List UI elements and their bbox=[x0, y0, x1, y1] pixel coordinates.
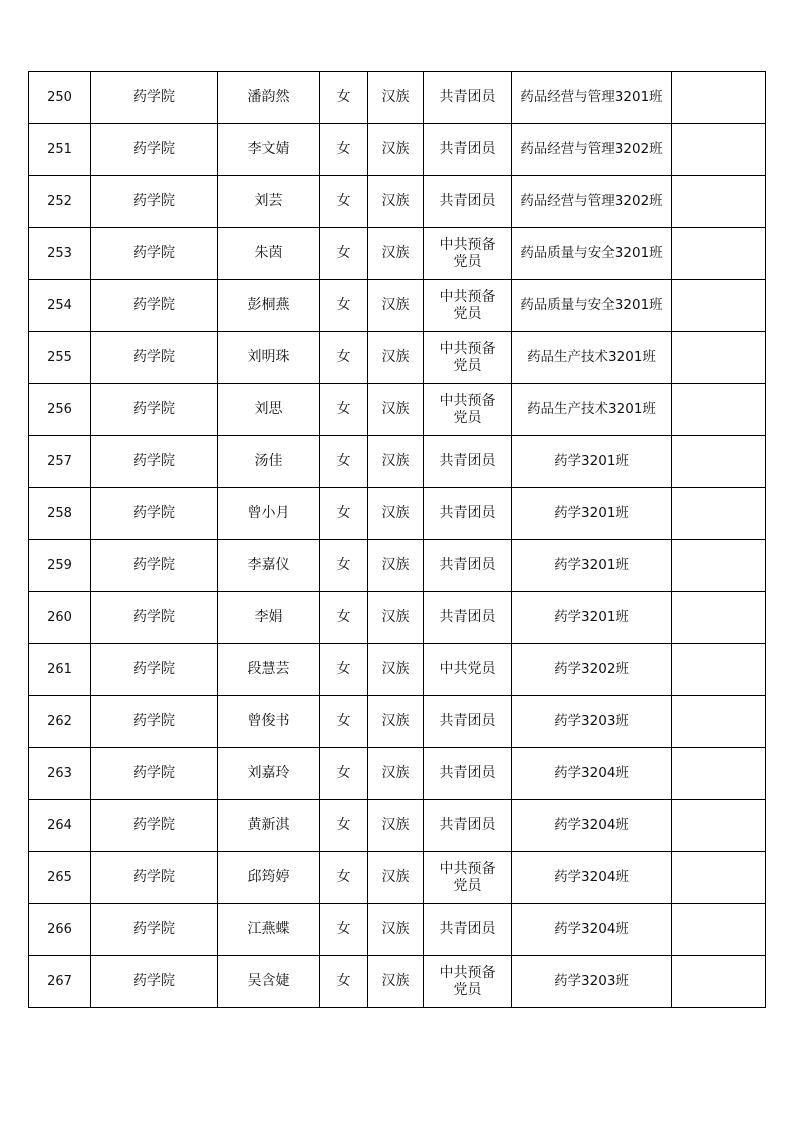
row-number: 262 bbox=[29, 696, 91, 748]
gender-cell: 女 bbox=[320, 800, 368, 852]
college-cell: 药学院 bbox=[91, 436, 218, 488]
political-status-text: 共青团员 bbox=[439, 609, 496, 625]
ethnicity-cell: 汉族 bbox=[368, 332, 424, 384]
student-name-cell: 刘思 bbox=[218, 384, 320, 436]
note-cell bbox=[672, 124, 766, 176]
row-number: 257 bbox=[29, 436, 91, 488]
gender-cell: 女 bbox=[320, 956, 368, 1008]
college-cell: 药学院 bbox=[91, 644, 218, 696]
class-cell: 药学3203班 bbox=[512, 696, 672, 748]
class-cell: 药学3204班 bbox=[512, 748, 672, 800]
roster-body bbox=[29, 72, 766, 1008]
note-cell bbox=[672, 800, 766, 852]
ethnicity-cell: 汉族 bbox=[368, 904, 424, 956]
political-status-cell bbox=[424, 696, 512, 748]
student-name-cell: 李娟 bbox=[218, 592, 320, 644]
ethnicity-cell: 汉族 bbox=[368, 72, 424, 124]
note-cell bbox=[672, 280, 766, 332]
student-name-cell: 彭桐燕 bbox=[218, 280, 320, 332]
table-row bbox=[29, 384, 766, 436]
political-status-cell bbox=[424, 592, 512, 644]
class-cell: 药品经营与管理3202班 bbox=[512, 176, 672, 228]
class-cell: 药品质量与安全3201班 bbox=[512, 228, 672, 280]
table-row bbox=[29, 592, 766, 644]
row-number: 250 bbox=[29, 72, 91, 124]
row-number: 260 bbox=[29, 592, 91, 644]
note-cell bbox=[672, 696, 766, 748]
gender-cell: 女 bbox=[320, 332, 368, 384]
political-status-text: 共青团员 bbox=[439, 817, 496, 833]
table-row bbox=[29, 852, 766, 904]
political-status-text: 共青团员 bbox=[439, 141, 496, 157]
table-row bbox=[29, 800, 766, 852]
ethnicity-cell: 汉族 bbox=[368, 748, 424, 800]
gender-cell: 女 bbox=[320, 436, 368, 488]
note-cell bbox=[672, 748, 766, 800]
college-cell: 药学院 bbox=[91, 176, 218, 228]
political-status-cell bbox=[424, 748, 512, 800]
political-status-text: 中共预备党员 bbox=[439, 392, 496, 426]
political-status-text: 中共预备党员 bbox=[439, 288, 496, 322]
table-row bbox=[29, 644, 766, 696]
college-cell: 药学院 bbox=[91, 696, 218, 748]
political-status-text: 中共预备党员 bbox=[439, 860, 496, 894]
gender-cell: 女 bbox=[320, 280, 368, 332]
table-row bbox=[29, 72, 766, 124]
college-cell: 药学院 bbox=[91, 956, 218, 1008]
political-status-cell bbox=[424, 124, 512, 176]
ethnicity-cell: 汉族 bbox=[368, 800, 424, 852]
note-cell bbox=[672, 852, 766, 904]
gender-cell: 女 bbox=[320, 852, 368, 904]
row-number: 261 bbox=[29, 644, 91, 696]
political-status-text: 中共预备党员 bbox=[439, 340, 496, 374]
student-roster-table-wrapper bbox=[28, 71, 766, 1008]
class-cell: 药学3202班 bbox=[512, 644, 672, 696]
student-name-cell: 刘嘉玲 bbox=[218, 748, 320, 800]
table-row bbox=[29, 696, 766, 748]
note-cell bbox=[672, 644, 766, 696]
political-status-text: 共青团员 bbox=[439, 505, 496, 521]
ethnicity-cell: 汉族 bbox=[368, 228, 424, 280]
row-number: 263 bbox=[29, 748, 91, 800]
ethnicity-cell: 汉族 bbox=[368, 176, 424, 228]
note-cell bbox=[672, 176, 766, 228]
class-cell: 药学3201班 bbox=[512, 488, 672, 540]
note-cell bbox=[672, 436, 766, 488]
note-cell bbox=[672, 904, 766, 956]
political-status-text: 共青团员 bbox=[439, 713, 496, 729]
row-number: 256 bbox=[29, 384, 91, 436]
gender-cell: 女 bbox=[320, 72, 368, 124]
student-name-cell: 李文婧 bbox=[218, 124, 320, 176]
table-row bbox=[29, 176, 766, 228]
ethnicity-cell: 汉族 bbox=[368, 488, 424, 540]
table-row bbox=[29, 280, 766, 332]
class-cell: 药学3204班 bbox=[512, 800, 672, 852]
student-name-cell: 潘韵然 bbox=[218, 72, 320, 124]
student-name-cell: 黄新淇 bbox=[218, 800, 320, 852]
gender-cell: 女 bbox=[320, 592, 368, 644]
class-cell: 药品生产技术3201班 bbox=[512, 332, 672, 384]
political-status-cell bbox=[424, 540, 512, 592]
political-status-cell bbox=[424, 904, 512, 956]
student-name-cell: 汤佳 bbox=[218, 436, 320, 488]
college-cell: 药学院 bbox=[91, 332, 218, 384]
student-name-cell: 段慧芸 bbox=[218, 644, 320, 696]
political-status-cell bbox=[424, 384, 512, 436]
political-status-text: 中共党员 bbox=[439, 661, 496, 677]
gender-cell: 女 bbox=[320, 488, 368, 540]
gender-cell: 女 bbox=[320, 228, 368, 280]
ethnicity-cell: 汉族 bbox=[368, 644, 424, 696]
note-cell bbox=[672, 228, 766, 280]
ethnicity-cell: 汉族 bbox=[368, 436, 424, 488]
college-cell: 药学院 bbox=[91, 280, 218, 332]
college-cell: 药学院 bbox=[91, 540, 218, 592]
table-row bbox=[29, 540, 766, 592]
political-status-cell bbox=[424, 956, 512, 1008]
ethnicity-cell: 汉族 bbox=[368, 956, 424, 1008]
political-status-text: 中共预备党员 bbox=[439, 236, 496, 270]
student-name-cell: 刘芸 bbox=[218, 176, 320, 228]
table-row bbox=[29, 956, 766, 1008]
class-cell: 药品经营与管理3201班 bbox=[512, 72, 672, 124]
row-number: 266 bbox=[29, 904, 91, 956]
class-cell: 药学3201班 bbox=[512, 592, 672, 644]
row-number: 258 bbox=[29, 488, 91, 540]
class-cell: 药品质量与安全3201班 bbox=[512, 280, 672, 332]
ethnicity-cell: 汉族 bbox=[368, 852, 424, 904]
political-status-cell bbox=[424, 436, 512, 488]
row-number: 255 bbox=[29, 332, 91, 384]
political-status-cell bbox=[424, 332, 512, 384]
note-cell bbox=[672, 384, 766, 436]
class-cell: 药学3201班 bbox=[512, 436, 672, 488]
political-status-cell bbox=[424, 852, 512, 904]
row-number: 267 bbox=[29, 956, 91, 1008]
college-cell: 药学院 bbox=[91, 488, 218, 540]
class-cell: 药品生产技术3201班 bbox=[512, 384, 672, 436]
note-cell bbox=[672, 488, 766, 540]
gender-cell: 女 bbox=[320, 748, 368, 800]
political-status-cell bbox=[424, 488, 512, 540]
college-cell: 药学院 bbox=[91, 592, 218, 644]
gender-cell: 女 bbox=[320, 904, 368, 956]
student-name-cell: 曾俊书 bbox=[218, 696, 320, 748]
student-roster-table bbox=[28, 71, 766, 1008]
political-status-text: 中共预备党员 bbox=[439, 964, 496, 998]
class-cell: 药品经营与管理3202班 bbox=[512, 124, 672, 176]
table-row bbox=[29, 436, 766, 488]
ethnicity-cell: 汉族 bbox=[368, 384, 424, 436]
table-row bbox=[29, 332, 766, 384]
ethnicity-cell: 汉族 bbox=[368, 696, 424, 748]
political-status-cell bbox=[424, 280, 512, 332]
table-row bbox=[29, 904, 766, 956]
ethnicity-cell: 汉族 bbox=[368, 592, 424, 644]
gender-cell: 女 bbox=[320, 540, 368, 592]
college-cell: 药学院 bbox=[91, 72, 218, 124]
row-number: 252 bbox=[29, 176, 91, 228]
student-name-cell: 朱茵 bbox=[218, 228, 320, 280]
row-number: 259 bbox=[29, 540, 91, 592]
ethnicity-cell: 汉族 bbox=[368, 124, 424, 176]
college-cell: 药学院 bbox=[91, 124, 218, 176]
political-status-cell bbox=[424, 72, 512, 124]
college-cell: 药学院 bbox=[91, 904, 218, 956]
political-status-cell bbox=[424, 644, 512, 696]
student-name-cell: 李嘉仪 bbox=[218, 540, 320, 592]
table-row bbox=[29, 228, 766, 280]
college-cell: 药学院 bbox=[91, 384, 218, 436]
gender-cell: 女 bbox=[320, 176, 368, 228]
class-cell: 药学3203班 bbox=[512, 956, 672, 1008]
ethnicity-cell: 汉族 bbox=[368, 540, 424, 592]
college-cell: 药学院 bbox=[91, 228, 218, 280]
political-status-text: 共青团员 bbox=[439, 765, 496, 781]
college-cell: 药学院 bbox=[91, 800, 218, 852]
note-cell bbox=[672, 956, 766, 1008]
student-name-cell: 江燕蝶 bbox=[218, 904, 320, 956]
student-name-cell: 吴含婕 bbox=[218, 956, 320, 1008]
political-status-text: 共青团员 bbox=[439, 193, 496, 209]
gender-cell: 女 bbox=[320, 644, 368, 696]
college-cell: 药学院 bbox=[91, 748, 218, 800]
political-status-text: 共青团员 bbox=[439, 921, 496, 937]
gender-cell: 女 bbox=[320, 384, 368, 436]
gender-cell: 女 bbox=[320, 696, 368, 748]
student-name-cell: 刘明珠 bbox=[218, 332, 320, 384]
note-cell bbox=[672, 332, 766, 384]
political-status-text: 共青团员 bbox=[439, 89, 496, 105]
note-cell bbox=[672, 72, 766, 124]
table-row bbox=[29, 488, 766, 540]
political-status-text: 共青团员 bbox=[439, 557, 496, 573]
class-cell: 药学3204班 bbox=[512, 852, 672, 904]
gender-cell: 女 bbox=[320, 124, 368, 176]
college-cell: 药学院 bbox=[91, 852, 218, 904]
political-status-cell bbox=[424, 228, 512, 280]
table-row bbox=[29, 748, 766, 800]
student-name-cell: 邱筠婷 bbox=[218, 852, 320, 904]
student-name-cell: 曾小月 bbox=[218, 488, 320, 540]
political-status-cell bbox=[424, 800, 512, 852]
row-number: 251 bbox=[29, 124, 91, 176]
row-number: 264 bbox=[29, 800, 91, 852]
political-status-cell bbox=[424, 176, 512, 228]
note-cell bbox=[672, 540, 766, 592]
row-number: 253 bbox=[29, 228, 91, 280]
class-cell: 药学3204班 bbox=[512, 904, 672, 956]
political-status-text: 共青团员 bbox=[439, 453, 496, 469]
row-number: 265 bbox=[29, 852, 91, 904]
ethnicity-cell: 汉族 bbox=[368, 280, 424, 332]
class-cell: 药学3201班 bbox=[512, 540, 672, 592]
table-row bbox=[29, 124, 766, 176]
row-number: 254 bbox=[29, 280, 91, 332]
note-cell bbox=[672, 592, 766, 644]
